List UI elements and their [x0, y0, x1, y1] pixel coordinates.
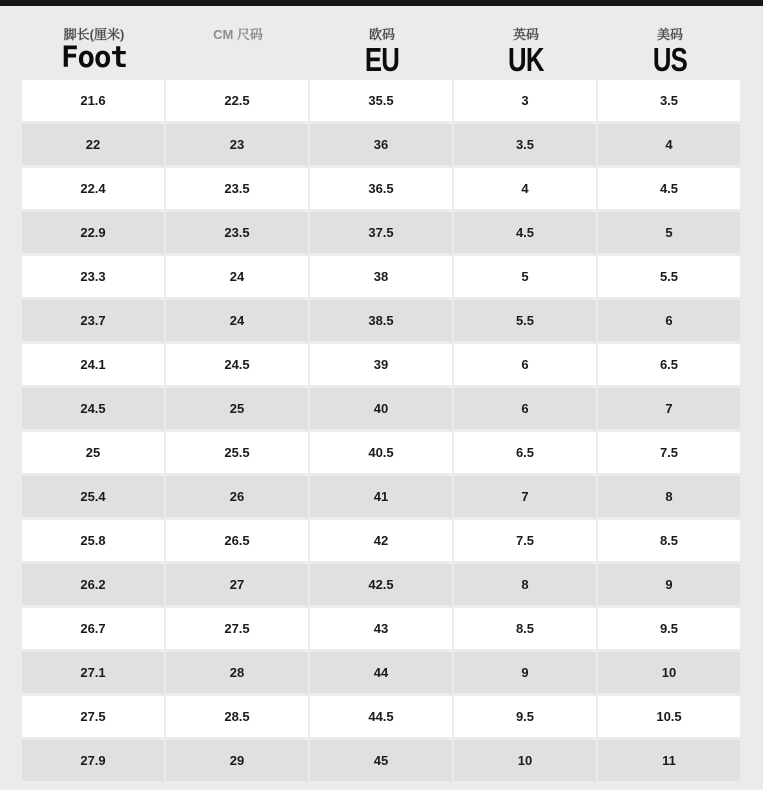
table-row — [22, 608, 740, 649]
size-cell: 7.5 — [454, 520, 596, 561]
size-cell: 3.5 — [454, 124, 596, 165]
size-chart-table — [20, 77, 742, 784]
size-cell: 7 — [454, 476, 596, 517]
size-cell: 27.1 — [22, 652, 164, 693]
size-cell: 7 — [598, 388, 740, 429]
column-header-eu — [310, 6, 454, 77]
table-row — [22, 344, 740, 385]
column-header-us — [598, 6, 742, 77]
table-row — [22, 388, 740, 429]
size-cell: 39 — [310, 344, 452, 385]
table-row — [22, 80, 740, 121]
column-header-zh-label: CM 尺码 — [213, 27, 263, 42]
size-cell: 21.6 — [22, 80, 164, 121]
size-cell: 35.5 — [310, 80, 452, 121]
size-cell: 22.4 — [22, 168, 164, 209]
size-cell: 26.5 — [166, 520, 308, 561]
column-header-zh-label: 英码 — [512, 27, 539, 42]
size-cell: 27.5 — [166, 608, 308, 649]
size-cell: 25.8 — [22, 520, 164, 561]
size-cell: 6 — [598, 300, 740, 341]
table-row — [22, 300, 740, 341]
table-row — [22, 740, 740, 781]
column-header-en-label: US — [652, 41, 688, 79]
column-header-cm — [166, 6, 310, 77]
size-chart-header — [22, 6, 742, 77]
table-row — [22, 652, 740, 693]
size-cell: 28.5 — [166, 696, 308, 737]
table-row — [22, 696, 740, 737]
size-cell: 10 — [454, 740, 596, 781]
size-cell: 3 — [454, 80, 596, 121]
size-cell: 45 — [310, 740, 452, 781]
size-cell: 6 — [454, 388, 596, 429]
size-cell: 8 — [598, 476, 740, 517]
table-row — [22, 124, 740, 165]
size-cell: 4 — [454, 168, 596, 209]
table-row — [22, 432, 740, 473]
size-cell: 23.5 — [166, 168, 308, 209]
size-cell: 23.5 — [166, 212, 308, 253]
size-cell: 4.5 — [598, 168, 740, 209]
size-cell: 22.5 — [166, 80, 308, 121]
column-header-en-label: EU — [364, 41, 400, 79]
size-cell: 5 — [598, 212, 740, 253]
table-row — [22, 256, 740, 297]
size-cell: 6.5 — [598, 344, 740, 385]
size-cell: 27.9 — [22, 740, 164, 781]
size-cell: 38 — [310, 256, 452, 297]
size-cell: 25.5 — [166, 432, 308, 473]
size-cell: 36.5 — [310, 168, 452, 209]
size-cell: 9 — [598, 564, 740, 605]
size-cell: 23.7 — [22, 300, 164, 341]
column-header-zh-label: 美码 — [656, 27, 683, 42]
size-cell: 9.5 — [454, 696, 596, 737]
size-cell: 4 — [598, 124, 740, 165]
size-cell: 8.5 — [598, 520, 740, 561]
size-cell: 43 — [310, 608, 452, 649]
table-row — [22, 212, 740, 253]
size-cell: 41 — [310, 476, 452, 517]
size-cell: 24 — [166, 256, 308, 297]
size-table-body — [22, 80, 740, 781]
size-cell: 22.9 — [22, 212, 164, 253]
table-row — [22, 564, 740, 605]
column-header-uk — [454, 6, 598, 77]
size-cell: 38.5 — [310, 300, 452, 341]
size-cell: 25 — [22, 432, 164, 473]
size-cell: 23.3 — [22, 256, 164, 297]
size-cell: 24 — [166, 300, 308, 341]
size-cell: 25.4 — [22, 476, 164, 517]
size-cell: 6.5 — [454, 432, 596, 473]
size-cell: 5 — [454, 256, 596, 297]
column-header-en-label: UK — [508, 41, 544, 79]
size-cell: 26.2 — [22, 564, 164, 605]
size-cell: 3.5 — [598, 80, 740, 121]
size-cell: 42.5 — [310, 564, 452, 605]
size-cell: 25 — [166, 388, 308, 429]
size-cell: 10.5 — [598, 696, 740, 737]
size-cell: 11 — [598, 740, 740, 781]
size-cell: 8 — [454, 564, 596, 605]
size-cell: 40.5 — [310, 432, 452, 473]
size-cell: 27.5 — [22, 696, 164, 737]
size-cell: 44.5 — [310, 696, 452, 737]
column-header-foot — [22, 6, 166, 77]
table-row — [22, 168, 740, 209]
size-cell: 4.5 — [454, 212, 596, 253]
size-cell: 24.1 — [22, 344, 164, 385]
size-cell: 7.5 — [598, 432, 740, 473]
table-row — [22, 476, 740, 517]
size-cell: 42 — [310, 520, 452, 561]
size-cell: 26 — [166, 476, 308, 517]
size-cell: 8.5 — [454, 608, 596, 649]
column-header-zh-label: 欧码 — [368, 27, 395, 42]
size-cell: 40 — [310, 388, 452, 429]
size-cell: 22 — [22, 124, 164, 165]
size-cell: 23 — [166, 124, 308, 165]
size-cell: 27 — [166, 564, 308, 605]
column-header-zh-label: 脚长(厘米) — [63, 27, 125, 42]
size-cell: 24.5 — [22, 388, 164, 429]
size-cell: 29 — [166, 740, 308, 781]
column-header-en-label: Foot — [61, 40, 127, 75]
size-cell: 9.5 — [598, 608, 740, 649]
size-cell: 37.5 — [310, 212, 452, 253]
size-cell: 9 — [454, 652, 596, 693]
size-cell: 24.5 — [166, 344, 308, 385]
size-cell: 5.5 — [598, 256, 740, 297]
size-cell: 6 — [454, 344, 596, 385]
size-cell: 26.7 — [22, 608, 164, 649]
size-cell: 5.5 — [454, 300, 596, 341]
size-cell: 28 — [166, 652, 308, 693]
size-cell: 10 — [598, 652, 740, 693]
size-cell: 44 — [310, 652, 452, 693]
table-row — [22, 520, 740, 561]
size-cell: 36 — [310, 124, 452, 165]
